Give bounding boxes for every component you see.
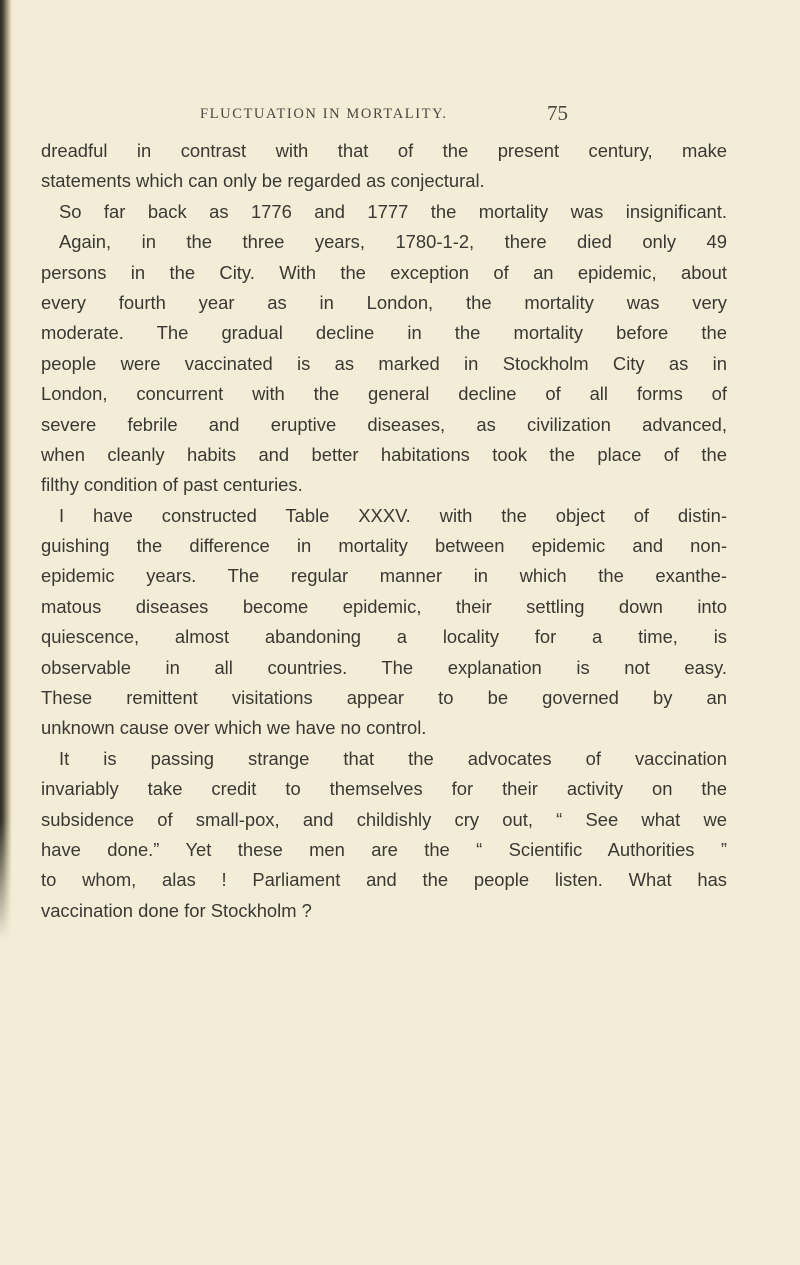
text-line: have done.” Yet these men are the “ Scientific Authorities ” bbox=[41, 838, 727, 860]
text-line: It is passing strange that the advocates of vaccination bbox=[59, 747, 727, 769]
text-line: quiescence, almost abandoning a locality for a time, is bbox=[41, 626, 727, 648]
text-line: when cleanly habits and better habitations took the place of the bbox=[41, 443, 727, 465]
text-line: filthy condition of past centuries. bbox=[41, 474, 303, 496]
running-head: FLUCTUATION IN MORTALITY. bbox=[200, 106, 448, 122]
text-line: Again, in the three years, 1780-1-2, there died only 49 bbox=[59, 231, 727, 253]
text-line: invariably take credit to themselves for their activity on the bbox=[41, 778, 727, 800]
text-line: guishing the difference in mortality between epidemic and non- bbox=[41, 535, 727, 557]
gutter-fade bbox=[0, 820, 14, 1265]
body-text bbox=[41, 136, 727, 926]
text-line: dreadful in contrast with that of the present century, make bbox=[41, 140, 727, 161]
text-line: observable in all countries. The explanation is not easy. bbox=[41, 656, 727, 678]
text-line: subsidence of small-pox, and childishly cry out, “ See what we bbox=[41, 808, 727, 830]
text-line: every fourth year as in London, the mortality was very bbox=[41, 291, 727, 313]
text-line: severe febrile and eruptive diseases, as civilization advanced, bbox=[41, 413, 727, 435]
text-line: I have constructed Table XXXV. with the object of distin- bbox=[59, 504, 727, 526]
page-number: 75 bbox=[547, 101, 568, 125]
text-line: So far back as 1776 and 1777 the mortality was insignificant. bbox=[59, 200, 727, 222]
text-line: These remittent visitations appear to be governed by an bbox=[41, 687, 727, 709]
text-line: statements which can only be regarded as conjectural. bbox=[41, 170, 485, 192]
text-line: vaccination done for Stockholm ? bbox=[41, 899, 312, 921]
text-line: matous diseases become epidemic, their settling down into bbox=[41, 595, 727, 617]
text-line: epidemic years. The regular manner in which the exanthe- bbox=[41, 565, 727, 587]
text-line: persons in the City. With the exception of an epidemic, about bbox=[41, 261, 727, 283]
text-line: unknown cause over which we have no control. bbox=[41, 717, 427, 739]
text-line: people were vaccinated is as marked in Stockholm City as in bbox=[41, 352, 727, 374]
text-line: to whom, alas ! Parliament and the people listen. What has bbox=[41, 869, 727, 891]
text-line: moderate. The gradual decline in the mortality before the bbox=[41, 322, 727, 344]
text-line: London, concurrent with the general decline of all forms of bbox=[41, 383, 727, 405]
